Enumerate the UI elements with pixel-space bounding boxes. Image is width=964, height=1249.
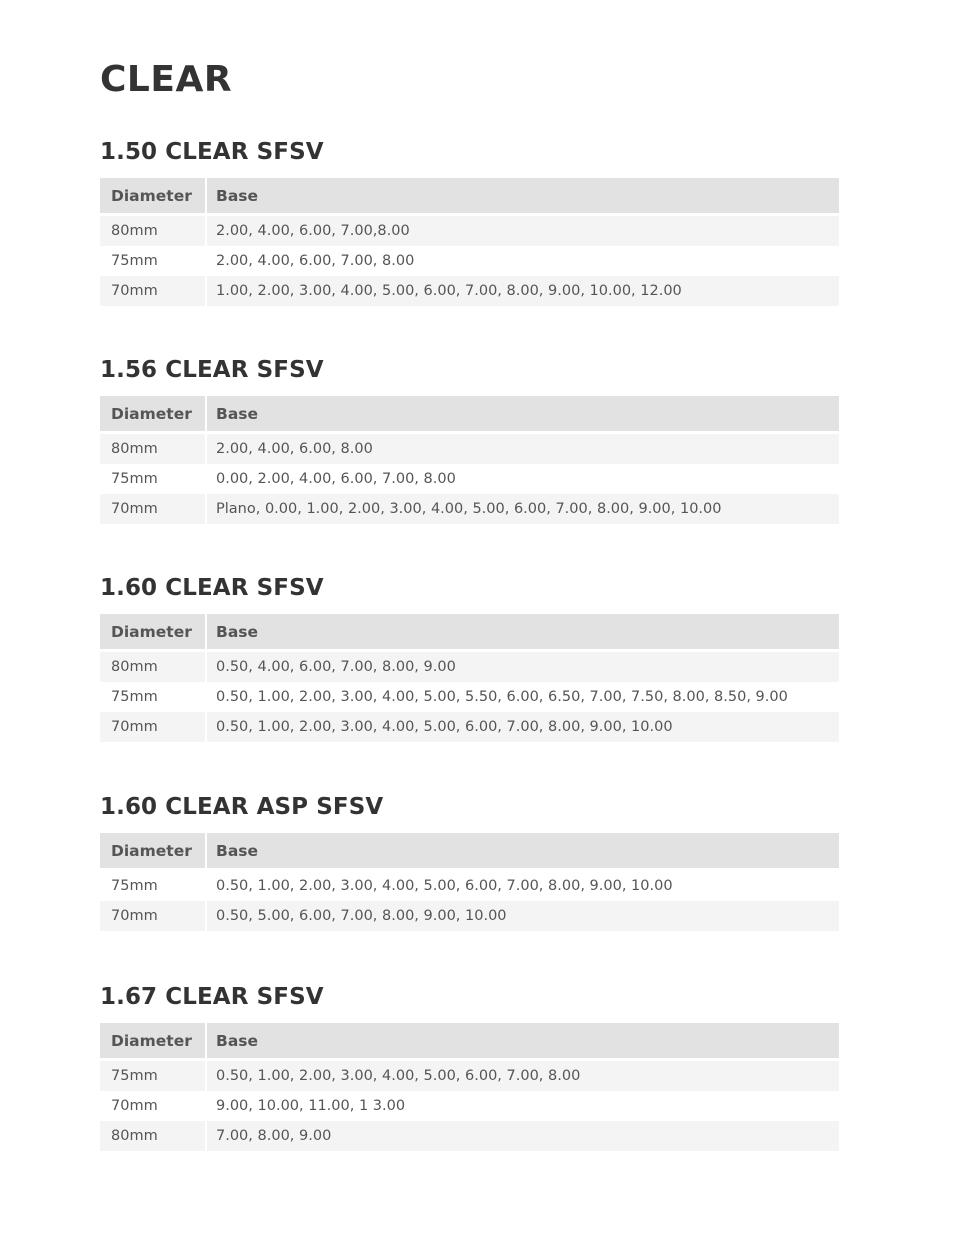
product-section — [100, 353, 839, 517]
table-header-row — [100, 1023, 839, 1061]
diameter-cell: 75mm — [100, 246, 205, 276]
spec-table — [100, 1023, 839, 1151]
section-title: 1.50 CLEAR SFSV — [100, 139, 324, 165]
table-row — [100, 276, 839, 306]
diameter-cell: 80mm — [100, 652, 205, 682]
table-header-row — [100, 833, 839, 871]
spec-table — [100, 614, 839, 742]
table-row — [100, 1061, 839, 1091]
table-header-row — [100, 178, 839, 216]
table-row — [100, 1121, 839, 1151]
page-title: CLEAR — [100, 59, 233, 100]
base-cell: 2.00, 4.00, 6.00, 7.00,8.00 — [205, 216, 839, 246]
base-header: Base — [205, 833, 839, 871]
base-cell: 2.00, 4.00, 6.00, 7.00, 8.00 — [205, 246, 839, 276]
diameter-header: Diameter — [100, 178, 205, 216]
base-cell: 2.00, 4.00, 6.00, 8.00 — [205, 434, 839, 464]
table-row — [100, 652, 839, 682]
table-row — [100, 216, 839, 246]
base-cell: 0.50, 1.00, 2.00, 3.00, 4.00, 5.00, 5.50, 6.00, 6.50, 7.00, 7.50, 8.00, 8.50, 9.00 — [205, 682, 839, 712]
diameter-header: Diameter — [100, 396, 205, 434]
table-row — [100, 871, 839, 901]
table-row — [100, 712, 839, 742]
diameter-cell: 75mm — [100, 464, 205, 494]
base-cell: Plano, 0.00, 1.00, 2.00, 3.00, 4.00, 5.00, 6.00, 7.00, 8.00, 9.00, 10.00 — [205, 494, 839, 524]
base-cell: 0.50, 5.00, 6.00, 7.00, 8.00, 9.00, 10.00 — [205, 901, 839, 931]
base-cell: 9.00, 10.00, 11.00, 1 3.00 — [205, 1091, 839, 1121]
product-section — [100, 135, 839, 299]
diameter-cell: 70mm — [100, 494, 205, 524]
table-row — [100, 434, 839, 464]
diameter-cell: 70mm — [100, 712, 205, 742]
table-row — [100, 901, 839, 931]
base-header: Base — [205, 614, 839, 652]
diameter-header: Diameter — [100, 1023, 205, 1061]
product-section — [100, 980, 839, 1144]
section-title: 1.67 CLEAR SFSV — [100, 984, 324, 1010]
base-cell: 1.00, 2.00, 3.00, 4.00, 5.00, 6.00, 7.00, 8.00, 9.00, 10.00, 12.00 — [205, 276, 839, 306]
base-header: Base — [205, 178, 839, 216]
section-title: 1.60 CLEAR ASP SFSV — [100, 794, 384, 820]
table-row — [100, 464, 839, 494]
diameter-cell: 80mm — [100, 434, 205, 464]
section-title: 1.56 CLEAR SFSV — [100, 357, 324, 383]
diameter-cell: 70mm — [100, 901, 205, 931]
base-cell: 0.50, 1.00, 2.00, 3.00, 4.00, 5.00, 6.00, 7.00, 8.00, 9.00, 10.00 — [205, 712, 839, 742]
product-section — [100, 571, 839, 735]
table-row — [100, 1091, 839, 1121]
diameter-cell: 70mm — [100, 1091, 205, 1121]
table-row — [100, 494, 839, 524]
diameter-cell: 75mm — [100, 871, 205, 901]
base-cell: 0.50, 1.00, 2.00, 3.00, 4.00, 5.00, 6.00, 7.00, 8.00 — [205, 1061, 839, 1091]
table-header-row — [100, 396, 839, 434]
base-cell: 7.00, 8.00, 9.00 — [205, 1121, 839, 1151]
table-row — [100, 246, 839, 276]
table-row — [100, 682, 839, 712]
diameter-header: Diameter — [100, 833, 205, 871]
base-header: Base — [205, 1023, 839, 1061]
diameter-cell: 75mm — [100, 682, 205, 712]
diameter-cell: 80mm — [100, 1121, 205, 1151]
base-cell: 0.00, 2.00, 4.00, 6.00, 7.00, 8.00 — [205, 464, 839, 494]
product-section — [100, 790, 839, 924]
diameter-cell: 75mm — [100, 1061, 205, 1091]
spec-table — [100, 178, 839, 306]
diameter-cell: 70mm — [100, 276, 205, 306]
spec-table — [100, 833, 839, 931]
base-header: Base — [205, 396, 839, 434]
diameter-header: Diameter — [100, 614, 205, 652]
section-title: 1.60 CLEAR SFSV — [100, 575, 324, 601]
base-cell: 0.50, 1.00, 2.00, 3.00, 4.00, 5.00, 6.00, 7.00, 8.00, 9.00, 10.00 — [205, 871, 839, 901]
diameter-cell: 80mm — [100, 216, 205, 246]
spec-table — [100, 396, 839, 524]
table-header-row — [100, 614, 839, 652]
base-cell: 0.50, 4.00, 6.00, 7.00, 8.00, 9.00 — [205, 652, 839, 682]
